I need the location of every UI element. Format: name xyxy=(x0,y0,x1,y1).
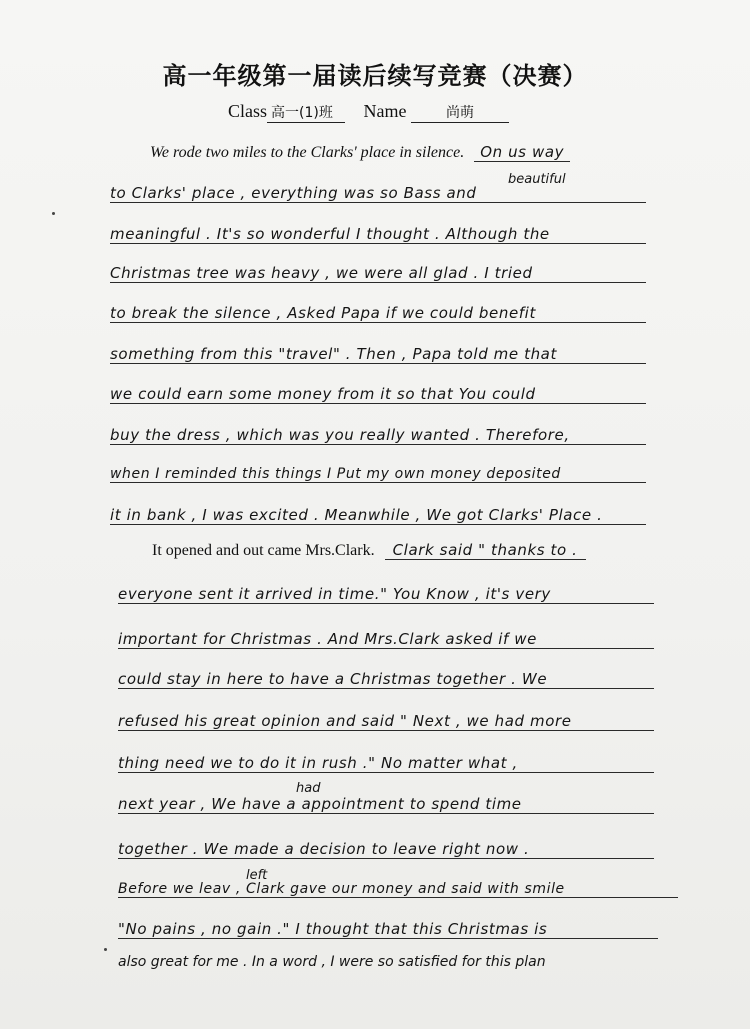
paragraph1-prompt: We rode two miles to the Clarks' place in silence. xyxy=(150,144,465,161)
class-label: Class xyxy=(228,101,268,121)
page-title: 高一年级第一届读后续写竞赛（决赛） xyxy=(162,62,588,90)
writing-line: Christmas tree was heavy , we were all glad . I tried xyxy=(110,264,646,283)
writing-line: to break the silence , Asked Papa if we could benefit xyxy=(110,304,646,323)
writing-line: we could earn some money from it so that You could xyxy=(110,385,646,404)
writing-line: could stay in here to have a Christmas together . We xyxy=(118,670,654,689)
writing-line: buy the dress , which was you really wanted . Therefore, xyxy=(110,426,646,445)
writing-line: refused his great opinion and said " Next , we had more xyxy=(118,712,654,731)
writing-line: it in bank , I was excited . Meanwhile , We got Clarks' Place . xyxy=(110,506,646,525)
writing-line: Before we leav , Clark gave our money and said with smile xyxy=(118,881,678,898)
writing-line-unruled: also great for me . In a word , I were so satisfied for this plan xyxy=(118,954,546,970)
class-value: 高一(1)班 xyxy=(267,102,345,123)
paragraph2-prompt: It opened and out came Mrs.Clark. xyxy=(152,542,375,559)
name-label: Name xyxy=(363,101,407,121)
writing-line: to Clarks' place , everything was so Bass and xyxy=(110,184,646,203)
writing-line: thing need we to do it in rush ." No matter what , xyxy=(118,754,654,773)
paper-speck xyxy=(52,212,55,215)
writing-line: next year , We have a appointment to spend time xyxy=(118,795,654,814)
writing-line: everyone sent it arrived in time." You Know , it's very xyxy=(118,585,654,604)
writing-line: Clark said " thanks to . xyxy=(385,541,586,560)
writing-line: when I reminded this things I Put my own money deposited xyxy=(110,466,646,483)
insertion-had: had xyxy=(296,781,321,796)
writing-line: "No pains , no gain ." I thought that this Christmas is xyxy=(118,920,658,939)
insertion-beautiful: beautiful xyxy=(508,172,566,187)
class-name-line xyxy=(228,101,509,123)
writing-line: together . We made a decision to leave right now . xyxy=(118,840,654,859)
paper-speck xyxy=(104,948,107,951)
name-value: 尚萌 xyxy=(411,102,509,123)
paragraph2-first-line xyxy=(152,540,652,560)
insertion-left: left xyxy=(246,868,268,883)
paragraph1-first-line xyxy=(150,142,630,162)
writing-line: important for Christmas . And Mrs.Clark asked if we xyxy=(118,630,654,649)
writing-line: something from this "travel" . Then , Papa told me that xyxy=(110,345,646,364)
writing-line: On us way xyxy=(474,143,570,162)
writing-line: meaningful . It's so wonderful I thought . Although the xyxy=(110,225,646,244)
